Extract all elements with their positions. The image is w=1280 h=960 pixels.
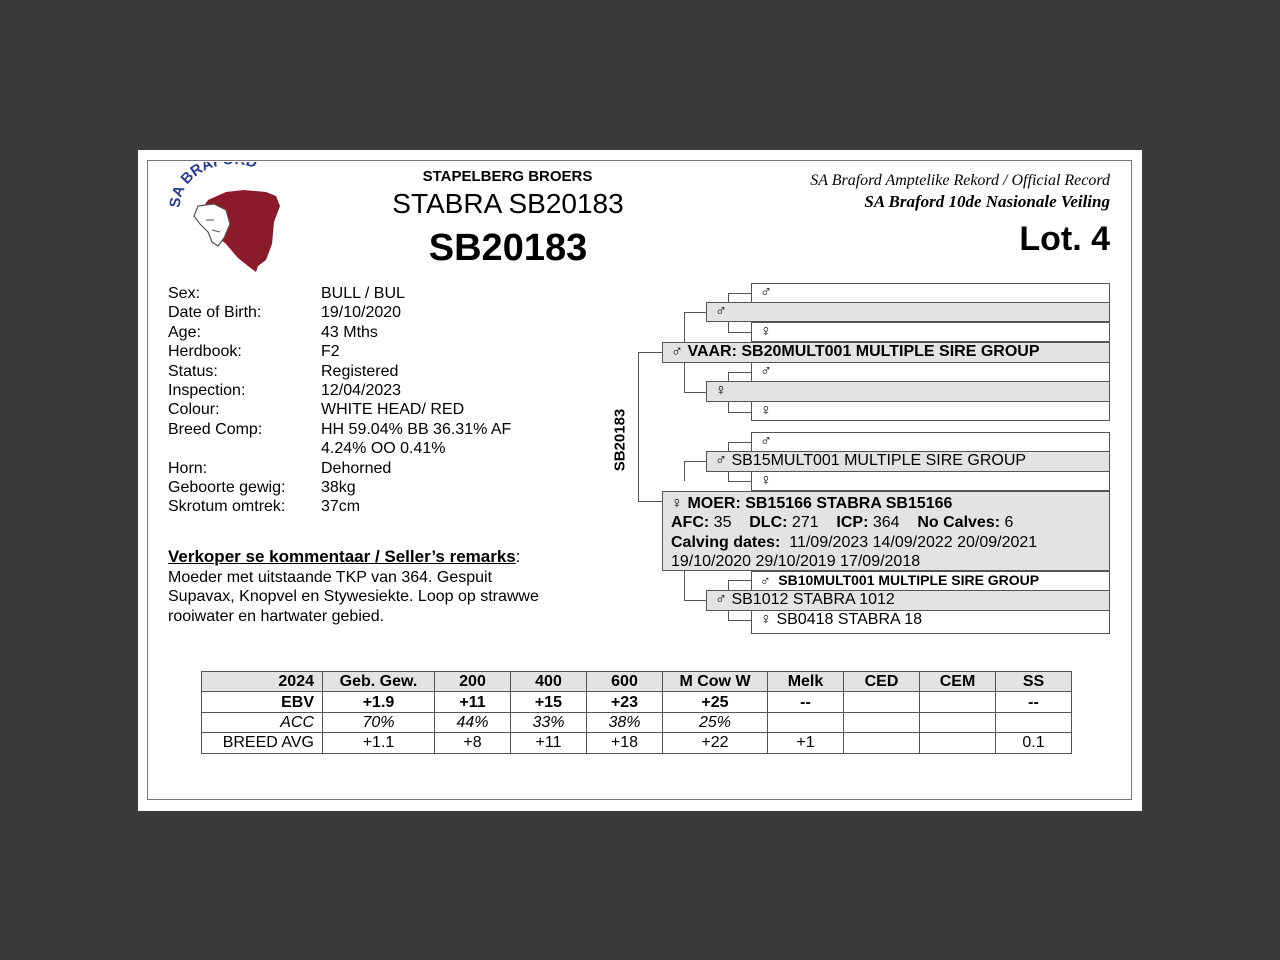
table-cell (920, 692, 996, 712)
animal-name: STABRA SB20183 (392, 188, 624, 219)
value-colour: WHITE HEAD/ RED (321, 401, 465, 419)
details-labels (168, 284, 285, 517)
value-herdbook: F2 (321, 343, 340, 361)
remarks-title (168, 547, 521, 567)
male-icon: ♂ (671, 343, 683, 360)
value-inspection: 12/04/2023 (321, 382, 402, 400)
remarks-line: Supavax, Knopvel en Stywesiekte. Loop op strawwe (168, 588, 539, 606)
label-sex: Sex: (168, 285, 201, 302)
dam-afc: 35 (713, 514, 732, 532)
ped-sire-dam (706, 381, 1110, 402)
label-horn: Horn: (168, 459, 208, 477)
female-icon: ♀ (671, 495, 683, 512)
table-cell: +18 (587, 733, 663, 753)
table-cell: 44% (435, 712, 511, 732)
label-birth-weight: Geboorte gewig: (168, 479, 286, 497)
value-dob: 19/10/2020 (321, 304, 402, 322)
table-cell: 25% (663, 712, 768, 732)
calving-dates-1: 11/09/2023 14/09/2022 20/09/2021 (789, 533, 1038, 551)
remarks-line: Moeder met uitstaande TKP van 364. Gespuit (168, 569, 493, 586)
ped-sire-dam-dam (751, 401, 1110, 421)
dam-icp: 364 (872, 514, 900, 532)
value-age: 43 Mths (321, 323, 378, 341)
table-cell: +11 (511, 733, 587, 753)
ped-sire-sire (706, 302, 1110, 322)
table-cell: 33% (511, 712, 587, 732)
remarks-colon: : (515, 547, 521, 566)
dam-sire-text: SB15MULT001 MULTIPLE SIRE GROUP (731, 452, 1027, 469)
label-age: Age: (168, 323, 201, 341)
dam-calves: 6 (1004, 514, 1014, 532)
logo-text: SA BRA D (168, 162, 260, 209)
table-cell (844, 733, 920, 753)
table-header: M Cow W (663, 672, 768, 692)
row-label: BREED AVG (202, 733, 323, 753)
remarks-title-text: Verkoper se kommentaar / Seller’s remarks (168, 547, 516, 566)
dam-dam-text: SB1012 STABRA 1012 (731, 591, 895, 608)
dam-dlc: 271 (791, 514, 819, 532)
female-icon: ♀ (715, 382, 727, 399)
ped-dam-sire-sire (751, 432, 1110, 452)
table-cell: +22 (663, 733, 768, 753)
breeder-name: STAPELBERG BROERS (422, 168, 593, 185)
table-header: 200 (435, 672, 511, 692)
table-header: CEM (920, 672, 996, 692)
label-breed-comp: Breed Comp: (168, 420, 263, 438)
ped-dam-sire-dam (751, 471, 1110, 491)
label-colour: Colour: (168, 401, 220, 419)
table-cell: +8 (435, 733, 511, 753)
record-card (138, 150, 1142, 811)
male-icon: ♂ (760, 433, 772, 450)
table-header: Melk (768, 672, 844, 692)
table-cell: -- (996, 692, 1072, 712)
label-status: Status: (168, 362, 218, 380)
label-dob: Date of Birth: (168, 304, 262, 322)
value-sex: BULL / BUL (321, 285, 405, 302)
value-breed-comp: HH 59.04% BB 36.31% AF (321, 420, 512, 438)
table-cell: +1 (768, 733, 844, 753)
sire-text: VAAR: SB20MULT001 MULTIPLE SIRE GROUP (687, 343, 1040, 360)
table-header-row (202, 672, 1072, 692)
label-scrotum: Skrotum omtrek: (168, 498, 286, 516)
details-values (321, 284, 511, 517)
male-icon: ♂ (715, 591, 727, 608)
table-cell: +15 (511, 692, 587, 712)
row-label: EBV (202, 692, 323, 712)
value-birth-weight: 38kg (321, 479, 356, 497)
table-cell: +23 (587, 692, 663, 712)
table-cell: +1.1 (323, 733, 435, 753)
female-icon: ♀ (760, 323, 772, 340)
table-cell: 0.1 (996, 733, 1072, 753)
ped-dam: ♀ MOER: SB15166 STABRA SB15166 AFC: 35 DLC: 271 ICP: 364 No Calves: 6 Calving dates: 11/09/2023 14/09/2022 20/09/2021 19/10/2020 29/10/2019 17/09/2018 (662, 491, 1110, 571)
male-icon: ♂ (715, 303, 727, 320)
table-cell: 38% (587, 712, 663, 732)
male-icon: ♂ (760, 363, 772, 380)
calving-dates-2: 19/10/2020 29/10/2019 17/09/2018 (671, 553, 921, 571)
value-status: Registered (321, 362, 399, 380)
table-cell: 70% (323, 712, 435, 732)
table-cell (768, 712, 844, 732)
row-label: ACC (202, 712, 323, 732)
value-scrotum: 37cm (321, 498, 361, 516)
lot-number: Lot. 4 (1019, 220, 1110, 258)
record-line: SA Braford Amptelike Rekord / Official Record (810, 172, 1110, 189)
male-icon: ♂ (760, 284, 772, 301)
ped-dam-dam-dam (751, 610, 1110, 634)
label-herdbook: Herdbook: (168, 343, 242, 361)
table-header: 600 (587, 672, 663, 692)
table-cell (996, 712, 1072, 732)
table-cell (844, 692, 920, 712)
table-row (202, 692, 1072, 712)
table-cell (920, 733, 996, 753)
label-inspection: Inspection: (168, 382, 246, 400)
table-cell (844, 712, 920, 732)
ped-sire (662, 342, 1110, 363)
female-icon: ♀ (760, 472, 772, 489)
table-cell: +11 (435, 692, 511, 712)
ped-sire-dam-sire (751, 362, 1110, 382)
dam-dam-dam-text: SB0418 STABRA 18 (776, 611, 923, 628)
dam-title: MOER: SB15166 STABRA SB15166 (687, 495, 953, 512)
female-icon: ♀ (760, 402, 772, 419)
table-header: 400 (511, 672, 587, 692)
table-cell: +1.9 (323, 692, 435, 712)
ebv-table (201, 671, 1072, 754)
value-horn: Dehorned (321, 459, 392, 477)
ped-dam-sire (706, 451, 1110, 472)
table-header: 2024 (202, 672, 323, 692)
table-cell (920, 712, 996, 732)
table-header: CED (844, 672, 920, 692)
ped-dam-dam (706, 590, 1110, 611)
pedigree-vertical-label: SB20183 (611, 408, 629, 472)
dam-dam-sire-text: SB10MULT001 MULTIPLE SIRE GROUP (778, 572, 1040, 588)
table-cell: -- (768, 692, 844, 712)
value-breed-comp-2: 4.24% OO 0.41% (321, 440, 446, 458)
table-header: SS (996, 672, 1072, 692)
table-header: Geb. Gew. (323, 672, 435, 692)
table-row (202, 733, 1072, 753)
animal-id: SB20183 (428, 227, 588, 269)
logo-graphic (168, 162, 293, 277)
ped-sire-sire-sire (751, 283, 1110, 303)
remarks-line: rooiwater en hartwater gebied. (168, 607, 385, 625)
ped-sire-sire-dam (751, 322, 1110, 342)
remarks-text (168, 568, 539, 626)
male-icon: ♂ (760, 572, 771, 588)
auction-line: SA Braford 10de Nasionale Veiling (864, 192, 1110, 211)
female-icon: ♀ (760, 611, 772, 628)
table-row (202, 712, 1072, 732)
table-cell: +25 (663, 692, 768, 712)
male-icon: ♂ (715, 452, 727, 469)
ped-dam-dam-sire (751, 571, 1110, 591)
braford-logo (168, 162, 293, 277)
